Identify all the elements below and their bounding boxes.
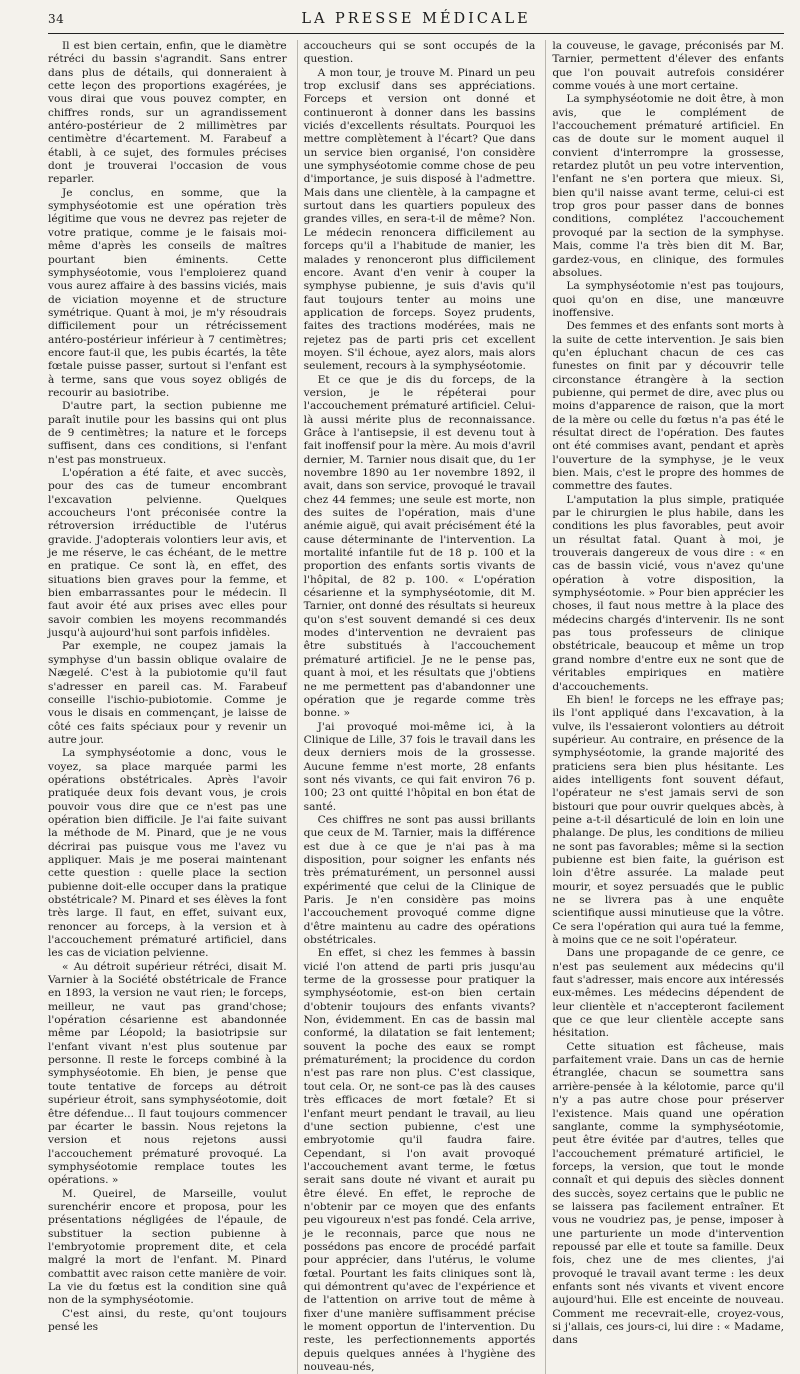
page-number: 34 bbox=[48, 12, 65, 26]
paragraph: M. Queirel, de Marseille, voulut surenchérir encore et proposa, pour les présentations négligées de l'épaule, de substituer la section pubienne à l'embryotomie proprement dite, et cela malgré la mort de l'enfant. M. Pinard combattit avec raison cette manière de voir. La vie du fœtus est la condition sine quâ non de la symphyséotomie. bbox=[48, 1187, 287, 1307]
paragraph: Par exemple, ne coupez jamais la symphyse d'un bassin oblique ovalaire de Nægelé. C'est à la pubiotomie qu'il faut s'adresser en pareil cas. M. Farabeuf conseille l'ischio-pubiotomie. Comme je vous le disais en commençant, je laisse de côté ces faits spéciaux pour y revenir un autre jour. bbox=[48, 640, 287, 746]
paragraph: Il est bien certain, enfin, que le diamètre rétréci du bassin s'agrandit. Sans entrer dans plus de détails, qui donneraient à cette leçon des proportions exagérées, je vous dirai que vous pouvez compter, en chiffres ronds, sur un agrandissement antéro-postérieur de 2 millimètres par centimètre d'écartement. M. Farabeuf a établi, à ce sujet, des formules précises dont je trouverai l'occasion de vous reparler. bbox=[48, 40, 287, 186]
paragraph: Dans une propagande de ce genre, ce n'est pas seulement aux médecins qu'il faut s'adresser, mais encore aux intéressés eux-mêmes. Les médecins dépendent de leur clientèle et n'accepteront facilement que ce que leur clientèle accepte sans hésitation. bbox=[552, 947, 784, 1040]
column-1 bbox=[48, 40, 287, 1374]
paragraph: C'est ainsi, du reste, qu'ont toujours pensé les bbox=[48, 1307, 287, 1333]
paragraph: La symphyséotomie ne doit être, à mon avis, que le complément de l'accouchement prématuré artificiel. En cas de doute sur le moment auquel il convient d'interrompre la grossesse, retardez plutôt un peu votre intervention, l'enfant ne s'en portera que mieux. Si, bien qu'il naisse avant terme, celui-ci est trop gros pour passer dans de bonnes conditions, complétez l'accouchement provoqué par la section de la symphyse. Mais, comme l'a très bien dit M. Bar, gardez-vous, en clinique, des formules absolues. bbox=[552, 93, 784, 279]
paragraph: la couveuse, le gavage, préconisés par M. Tarnier, permettent d'élever des enfants que l'on pouvait autrefois considérer comme voués à une mort certaine. bbox=[552, 40, 784, 93]
paragraph: Eh bien! le forceps ne les effraye pas; ils l'ont appliqué dans l'excavation, à la vulve, ils l'essaieront volontiers au détroit supérieur. Au contraire, en présence de la symphyséotomie, la grande majorité des praticiens sera bien plus hésitante. Les aides intelligents font souvent défaut, l'opérateur ne s'est jamais servi de son bistouri que pour ouvrir quelques abcès, à peine a-t-il désarticulé de loin en loin une phalange. De plus, les conditions de milieu ne sont pas favorables; même si la section pubienne est bien faite, la guérison est loin d'être assurée. La malade peut mourir, et soyez persuadés que le public ne se livrera pas à une enquête scientifique aussi minutieuse que la vôtre. Ce sera l'opération qui aura tué la femme, à moins que ce ne soit l'opérateur. bbox=[552, 693, 784, 947]
paragraph: L'opération a été faite, et avec succès, pour des cas de tumeur encombrant l'excavation pelvienne. Quelques accoucheurs l'ont préconisée contre la rétroversion irréductible de l'utérus gravide. J'adopterais volontiers leur avis, et je me réserve, le cas échéant, de le mettre en pratique. Ce sont là, en effet, des situations bien graves pour la femme, et bien embarrassantes pour le médecin. Il faut avoir été aux prises avec elles pour savoir combien les moyens recommandés jusqu'à aujourd'hui sont parfois infidèles. bbox=[48, 467, 287, 640]
paragraph: Ces chiffres ne sont pas aussi brillants que ceux de M. Tarnier, mais la différence est due à ce que je n'ai pas à ma disposition, pour soigner les enfants nés très prématurément, un personnel aussi expérimenté que celui de la Clinique de Paris. Je n'en considère pas moins l'accouchement provoqué comme digne d'être maintenu au cadre des opérations obstétricales. bbox=[303, 813, 536, 947]
header-rule bbox=[48, 33, 784, 34]
column-3 bbox=[545, 40, 784, 1374]
paragraph: Je conclus, en somme, que la symphyséotomie est une opération très légitime que vous ne devrez pas rejeter de votre pratique, comme je le faisais moi-même d'après les conseils de maîtres pourtant bien éminents. Cette symphyséotomie, vous l'emploierez quand vous aurez affaire à des bassins viciés, mais de viciation moyenne et de structure symétrique. Quant à moi, je m'y résoudrais difficilement pour un rétrécissement antéro-postérieur inférieur à 7 centimètres; encore faut-il que, les pubis écartés, la tête fœtale puisse passer, surtout si l'enfant est à terme, sans que vous soyez obligés de recourir au basiotribe. bbox=[48, 186, 287, 399]
page-header bbox=[48, 10, 784, 32]
paragraph: En effet, si chez les femmes à bassin vicié l'on attend de parti pris jusqu'au terme de la grossesse pour pratiquer la symphyséotomie, est-on bien certain d'obtenir toujours des enfants vivants? Non, évidemment. En cas de bassin mal conformé, la dilatation se fait lentement; souvent la poche des eaux se rompt prématurément; la procidence du cordon n'est pas rare non plus. C'est classique, tout cela. Or, ne sont-ce pas là des causes très efficaces de mort fœtale? Et si l'enfant meurt pendant le travail, au lieu d'une section pubienne, c'est une embryotomie qu'il faudra faire. Cependant, si l'on avait provoqué l'accouchement avant terme, le fœtus serait sans doute né vivant et aurait pu être élevé. En effet, le reproche de n'obtenir par ce moyen que des enfants peu vigoureux n'est pas fondé. Cela arrive, je le reconnais, parce que nous ne possédons pas encore de procédé parfait pour apprécier, dans l'utérus, le volume fœtal. Pourtant les faits cliniques sont là, qui démontrent qu'avec de l'expérience et de l'attention on arrive tout de même à fixer d'une manière suffisamment précise le moment opportun de l'intervention. Du reste, les perfectionnements apportés depuis quelques années à l'hygiène des nouveau-nés, bbox=[303, 947, 536, 1374]
paragraph: La symphyséotomie a donc, vous le voyez, sa place marquée parmi les opérations obstétricales. Après l'avoir pratiquée deux fois devant vous, je crois pouvoir vous dire que ce n'est pas une opération bien difficile. Je l'ai faite suivant la méthode de M. Pinard, que je ne vous décrirai pas puisque vous me l'avez vu appliquer. Mais je me poserai maintenant cette question : quelle place la section pubienne doit-elle occuper dans la pratique obstétricale? M. Pinard et ses élèves la font très large. Il faut, en effet, suivant eux, renoncer au forceps, à la version et à l'accouchement prématuré artificiel, dans les cas de viciation pelvienne. bbox=[48, 747, 287, 960]
paragraph: La symphyséotomie n'est pas toujours, quoi qu'on en dise, une manœuvre inoffensive. bbox=[552, 280, 784, 319]
article-columns bbox=[48, 40, 784, 1374]
column-2 bbox=[297, 40, 536, 1374]
paragraph: Des femmes et des enfants sont morts à la suite de cette intervention. Je sais bien qu'en épluchant chacun de ces cas funestes on finit par y découvrir telle circonstance étrangère à la section pubienne, qui permet de dire, avec plus ou moins d'apparence de raison, que la mort de la mère ou celle du fœtus n'a pas été le résultat direct de l'opération. Des fautes ont été commises avant, pendant et après l'ouverture de la symphyse, je le veux bien. Mais, c'est le propre des hommes de commettre des fautes. bbox=[552, 320, 784, 493]
paragraph: « Au détroit supérieur rétréci, disait M. Varnier à la Société obstétricale de France en 1893, la version ne vaut rien; le forceps, meilleur, ne vaut pas grand'chose; l'opération césarienne est abandonnée même par Léopold; la basiotripsie sur l'enfant vivant n'est plus soutenue par personne. Il reste le forceps combiné à la symphyséotomie. Eh bien, je pense que toute tentative de forceps au détroit supérieur étroit, sans symphyséotomie, doit être défendue... Il faut toujours commencer par écarter le bassin. Nous rejetons la version et nous rejetons aussi l'accouchement prématuré provoqué. La symphyséotomie remplace toutes les opérations. » bbox=[48, 960, 287, 1187]
paragraph: Cette situation est fâcheuse, mais parfaitement vraie. Dans un cas de hernie étranglée, chacun se soumettra sans arrière-pensée à la kélotomie, parce qu'il n'y a pas autre chose pour préserver l'existence. Mais quand une opération sanglante, comme la symphyséotomie, peut être évitée par d'autres, telles que l'accouchement prématuré artificiel, le forceps, la version, que tout le monde connaît et qui depuis des siècles donnent des succès, soyez certains que le public ne se laissera pas facilement entraîner. Et vous ne voudriez pas, je pense, imposer à une parturiente un mode d'intervention repoussé par elle et toute sa famille. Deux fois, chez une de mes clientes, j'ai provoqué le travail avant terme : les deux enfants sont nés vivants et vivent encore aujourd'hui. Elle est enceinte de nouveau. Comment me recevrait-elle, croyez-vous, si j'allais, ces jours-ci, lui dire : « Madame, dans bbox=[552, 1040, 784, 1347]
paragraph: L'amputation la plus simple, pratiquée par le chirurgien le plus habile, dans les conditions les plus favorables, peut avoir un résultat fatal. Quant à moi, je trouverais dangereux de vous dire : « en cas de bassin vicié, vous n'avez qu'une opération à votre disposition, la symphyséotomie. » Pour bien apprécier les choses, il faut nous mettre à la place des médecins chargés d'intervenir. Ils ne sont pas tous professeurs de clinique obstétricale, beaucoup et même un trop grand nombre d'entre eux ne sont que de véritables empiriques en matière d'accouchements. bbox=[552, 493, 784, 693]
paragraph: J'ai provoqué moi-même ici, à la Clinique de Lille, 37 fois le travail dans les deux derniers mois de la grossesse. Aucune femme n'est morte, 28 enfants sont nés vivants, ce qui fait environ 76 p. 100; 23 ont quitté l'hôpital en bon état de santé. bbox=[303, 720, 536, 813]
journal-title: LA PRESSE MÉDICALE bbox=[301, 11, 531, 27]
paragraph: A mon tour, je trouve M. Pinard un peu trop exclusif dans ses appréciations. Forceps et version ont donné et continueront à donner dans les bassins viciés d'excellents résultats. Pourquoi les mettre complètement à l'écart? Que dans un service bien organisé, l'on considère une symphyséotomie comme chose de peu d'importance, je suis disposé à l'admettre. Mais dans une clientèle, à la campagne et surtout dans les quartiers populeux des grandes villes, en sera-t-il de même? Non. Le médecin renoncera difficilement au forceps qu'il a l'habitude de manier, les malades y renonceront plus difficilement encore. Avant d'en venir à couper la symphyse pubienne, je suis d'avis qu'il faut toujours tenter au moins une application de forceps. Soyez prudents, faites des tractions modérées, mais ne rejetez pas de parti pris cet excellent moyen. S'il échoue, ayez alors, mais alors seulement, recours à la symphyséotomie. bbox=[303, 66, 536, 373]
paragraph: accoucheurs qui se sont occupés de la question. bbox=[303, 40, 536, 66]
paragraph: D'autre part, la section pubienne me paraît inutile pour les bassins qui ont plus de 9 centimètres; la nature et le forceps suffisent, dans ces conditions, si l'enfant n'est pas monstrueux. bbox=[48, 400, 287, 466]
paragraph: Et ce que je dis du forceps, de la version, je le répéterai pour l'accouchement prématuré artificiel. Celui-là aussi mérite plus de reconnaissance. Grâce à l'antisepsie, il est devenu tout à fait inoffensif pour la mère. Au mois d'avril dernier, M. Tarnier nous disait que, du 1er novembre 1890 au 1er novembre 1892, il avait, dans son service, provoqué le travail chez 44 femmes; une seule est morte, non des suites de l'opération, mais d'une anémie aiguë, qui avait précisément été la cause déterminante de l'intervention. La mortalité infantile fut de 18 p. 100 et la proportion des enfants sortis vivants de l'hôpital, de 82 p. 100. « L'opération césarienne et la symphyséotomie, dit M. Tarnier, ont donné des résultats si heureux qu'on s'est souvent demandé si ces deux modes d'intervention ne devraient pas être substitués à l'accouchement prématuré artificiel. Je ne le pense pas, quant à moi, et les résultats que j'obtiens ne me permettent pas d'abandonner une opération que je regarde comme très bonne. » bbox=[303, 373, 536, 720]
